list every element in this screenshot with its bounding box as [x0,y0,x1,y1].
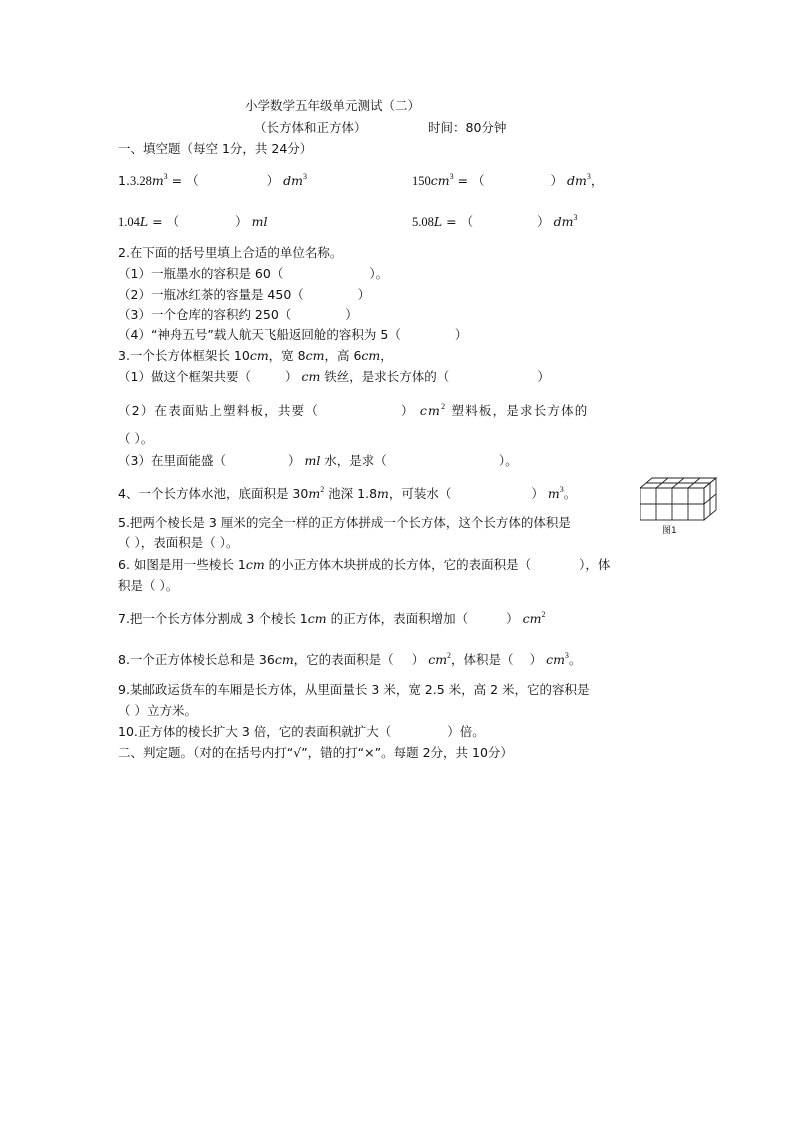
q1-d: 5.08L = （ ） $dm^3$ [412,213,578,229]
q2-item-3: （3）一个仓库的容积约 250（ ） [118,307,358,322]
q1-a: $1.3.28m^3$ = （ ） $dm^3$ [118,172,307,188]
time-limit: 时间：80分钟 [428,120,507,135]
q6-line1: 6. 如图是用一些棱长 1cm 的小正方体木块拼成的长方体，它的表面积是（ ），体 [118,557,611,572]
q3-stem: 3.一个长方体框架长 10cm，宽 8cm，高 6cm， [118,348,393,363]
q4: 4、一个长方体水池，底面积是 $30m^2$ 池深 1.8m，可装水（ ） $m^3$。 [118,485,577,501]
section1-heading: 一、填空题（每空 1分，共 24分） [118,141,313,156]
page-title: 小学数学五年级单元测试（二） [245,98,421,113]
q3-part-3: （3）在里面能盛（ ） ml 水，是求（ ）。 [118,453,518,468]
q1-b: $150cm^3$ = （ ） $dm^3$， [412,172,604,188]
q6-line2: 积是（ ）。 [118,578,179,593]
q2-item-2: （2）一瓶冰红茶的容量是 450（ ） [118,287,371,302]
q10: 10.正方体的棱长扩大 3 倍，它的表面积就扩大（ ）倍。 [118,724,485,739]
q9-line1: 9.某邮政运货车的车厢是长方体，从里面量长 3 米，宽 2.5 米，高 2 米，它的容积是 [118,682,590,697]
q7: 7.把一个长方体分割成 3 个棱长 1cm 的正方体，表面积增加（ ） $cm^2$ [118,610,546,626]
q2-stem: 2.在下面的括号里填上合适的单位名称。 [118,245,343,260]
q3-part-2-cont: （ ）。 [118,431,154,446]
q2-item-4: （4）“神舟五号”载人航天飞船返回舱的容积为 5（ ） [118,327,468,342]
section2-heading: 二、判定题。（对的在括号内打“√”，错的打“×”。每题 2分，共 10分） [118,745,513,760]
page-subtitle: （长方体和正方体） [254,120,367,135]
q3-part-2: （2）在表面贴上塑料板，共要（ ） $cm^2$ 塑料板，是求长方体的 [118,402,589,418]
q1-c: 1.04L = （ ） ml [118,214,268,229]
q9-line2: （ ）立方米。 [118,703,197,718]
q3-part-1: （1）做这个框架共要（ ） cm 铁丝，是求长方体的（ ） [118,369,550,384]
q8: 8.一个正方体棱长总和是 36cm，它的表面积是（ ） $cm^2$，体积是（ ） $cm^3$。 [118,651,582,667]
q5-line1: 5.把两个棱长是 3 厘米的完全一样的正方体拼成一个长方体，这个长方体的体积是 [118,515,571,530]
q5-line2: （ ），表面积是（ ）。 [118,535,239,550]
cuboid-figure [640,474,720,524]
figure-caption: 图1 [662,526,677,536]
q2-item-1: （1）一瓶墨水的容积是 60（ ）。 [118,266,389,281]
